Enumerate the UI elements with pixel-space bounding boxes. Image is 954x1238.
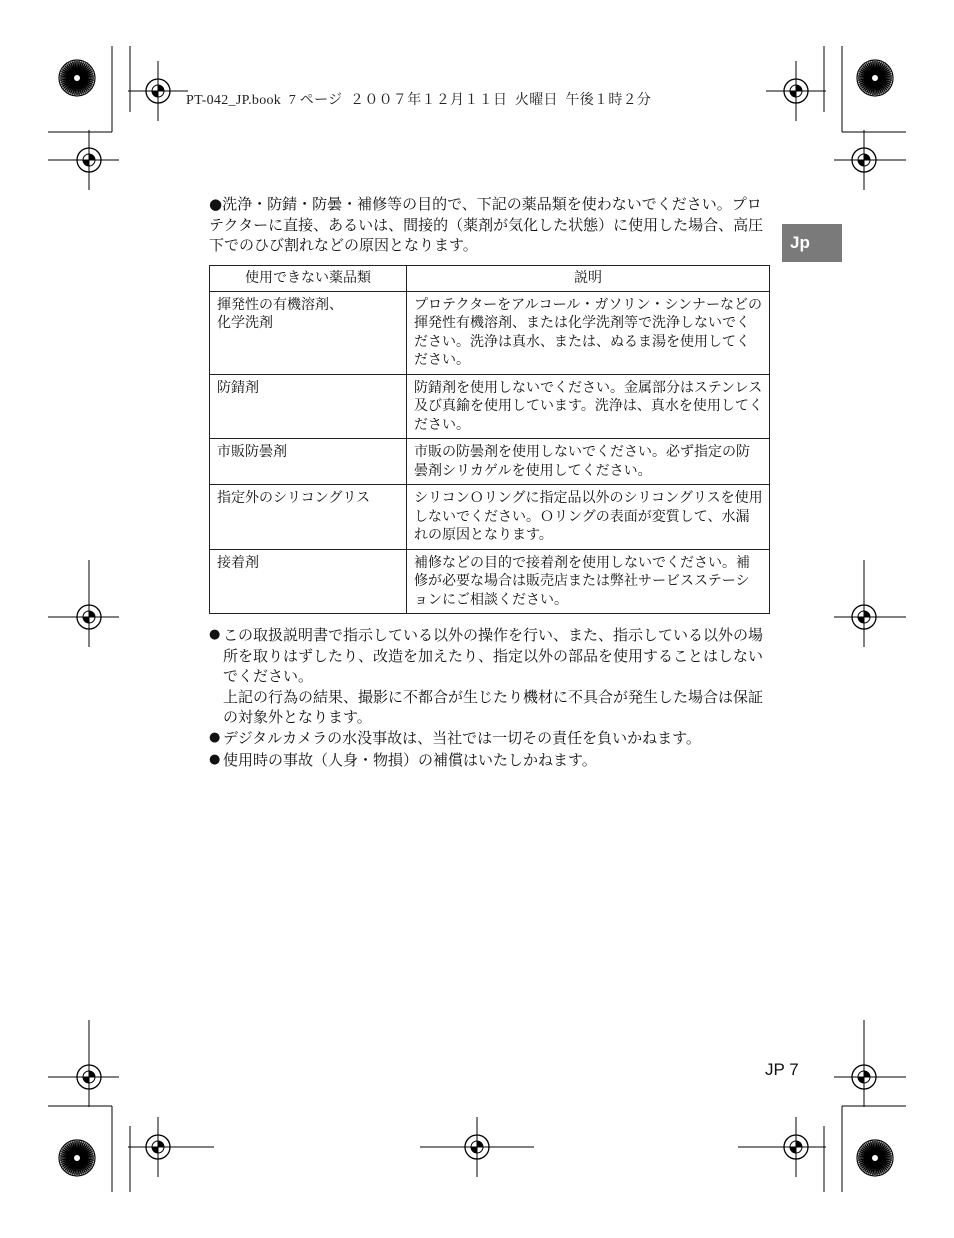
column-header-description: 説明	[407, 265, 770, 291]
note-operation-text: この取扱説明書で指示している以外の操作を行い、また、指示している以外の場所を取りはずしたり、改造を加えたり、指定以外の部品を使用することはしないでください。	[223, 626, 764, 685]
note-operation	[209, 625, 771, 687]
prohibited-chemicals-table	[209, 265, 770, 615]
bullet-icon: ●	[209, 729, 221, 745]
main-content	[209, 194, 771, 771]
chemical-name-cell: 市販防曇剤	[210, 439, 407, 485]
chemical-name-cell: 接着剤	[210, 549, 407, 614]
intro-paragraph: ●洗浄・防錆・防曇・補修等の目的で、下記の薬品類を使わないでください。プロテクターに直接、あるいは、間接的（薬剤が気化した状態）に使用した場合、高圧下でのひび割れなどの原因となります。	[209, 195, 764, 254]
table-row	[210, 374, 770, 439]
note-warranty: 上記の行為の結果、撮影に不都合が生じたり機材に不具合が発生した場合は保証の対象外となります。	[223, 687, 764, 726]
column-header-chemicals: 使用できない薬品類	[210, 265, 407, 291]
note-compensation-text: 使用時の事故（人身・物損）の補償はいたしかねます。	[223, 751, 597, 769]
chemical-name-cell: 指定外のシリコングリス	[210, 485, 407, 550]
note-camera-text: デジタルカメラの水没事故は、当社では一切その責任を負いかねます。	[223, 728, 701, 747]
chemical-name-cell: 揮発性の有機溶剤、 化学洗剤	[210, 291, 407, 374]
table-row	[210, 549, 770, 614]
bullet-icon: ●	[209, 627, 221, 642]
description-cell: プロテクターをアルコール・ガソリン・シンナーなどの揮発性有機溶剤、または化学洗剤等で洗浄しないでください。洗浄は真水、または、ぬるま湯を使用してください。	[407, 291, 770, 374]
note-compensation	[209, 750, 771, 771]
chemical-name-cell: 防錆剤	[210, 374, 407, 439]
description-cell: 補修などの目的で接着剤を使用しないでください。補修が必要な場合は販売店または弊社サービスステーションにご相談ください。	[407, 549, 770, 614]
table-row	[210, 439, 770, 485]
language-tab: Jp	[782, 224, 842, 262]
description-cell: 防錆剤を使用しないでください。金属部分はステンレス及び真鍮を使用しています。洗浄は、真水を使用してください。	[407, 374, 770, 439]
description-cell: 市販の防曇剤を使用しないでください。必ず指定の防曇剤シリカゲルを使用してください。	[407, 439, 770, 485]
page-number: JP 7	[765, 1060, 799, 1079]
table-row	[210, 485, 770, 550]
description-cell: シリコンＯリングに指定品以外のシリコングリスを使用しないでください。Ｏリングの表面が変質して、水漏れの原因となります。	[407, 485, 770, 550]
bullet-icon: ●	[209, 752, 221, 767]
table-header-row	[210, 265, 770, 291]
book-header: PT-042_JP.book 7 ページ ２００７年１２月１１日 火曜日 午後１時２分	[186, 93, 652, 108]
table-row	[210, 291, 770, 374]
note-camera	[209, 728, 771, 749]
